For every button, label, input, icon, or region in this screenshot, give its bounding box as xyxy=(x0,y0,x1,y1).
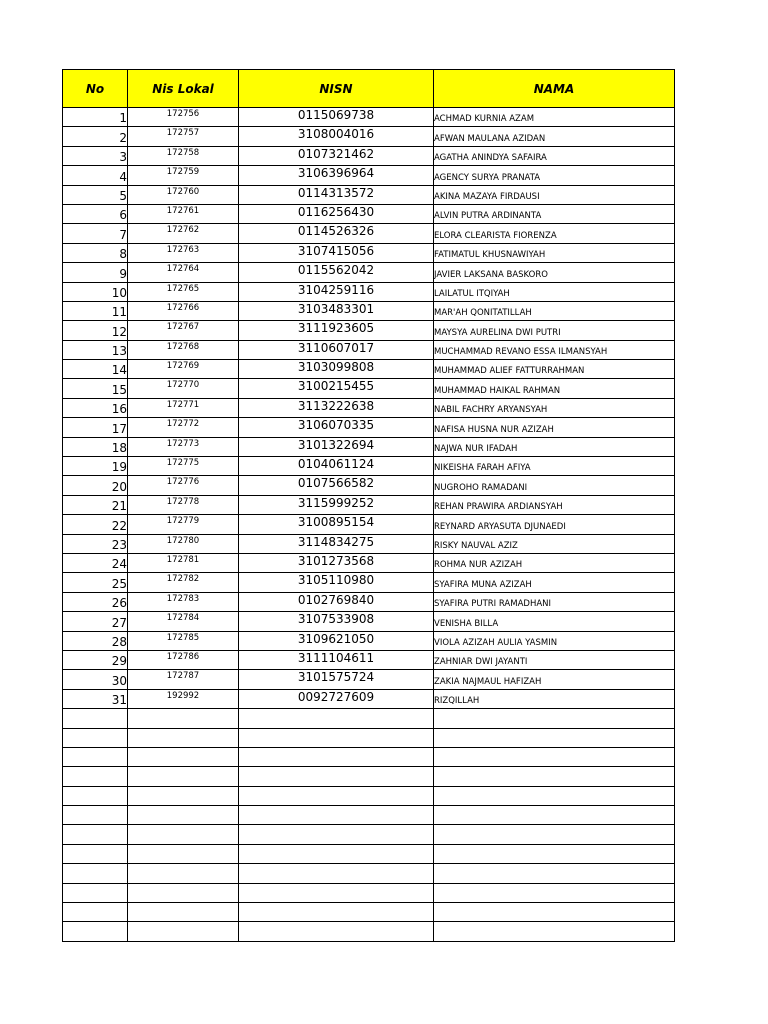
table-row xyxy=(63,728,675,747)
cell-nama[interactable]: NAJWA NUR IFADAH xyxy=(434,437,675,456)
cell-nisn[interactable]: 3104259116 xyxy=(239,282,434,301)
cell-nama[interactable]: JAVIER LAKSANA BASKORO xyxy=(434,263,675,282)
cell-no[interactable]: 11 xyxy=(63,301,128,320)
table-row xyxy=(63,573,675,592)
cell-nisn[interactable]: 3114834275 xyxy=(239,534,434,553)
cell-no[interactable] xyxy=(63,786,128,805)
cell-nama[interactable]: NAFISA HUSNA NUR AZIZAH xyxy=(434,418,675,437)
cell-no[interactable]: 22 xyxy=(63,515,128,534)
cell-nis-lokal[interactable]: 172784 xyxy=(128,612,239,631)
cell-nis-lokal[interactable]: 172758 xyxy=(128,146,239,165)
table-row xyxy=(63,903,675,922)
cell-nama[interactable]: NUGROHO RAMADANI xyxy=(434,476,675,495)
cell-nama[interactable]: AGATHA ANINDYA SAFAIRA xyxy=(434,146,675,165)
cell-nis-lokal[interactable]: 172778 xyxy=(128,495,239,514)
cell-nama[interactable]: SYAFIRA MUNA AZIZAH xyxy=(434,573,675,592)
table-row xyxy=(63,204,675,223)
cell-nis-lokal[interactable]: 172757 xyxy=(128,127,239,146)
cell-nis-lokal[interactable]: 172779 xyxy=(128,515,239,534)
cell-nama[interactable]: LAILATUL ITQIYAH xyxy=(434,282,675,301)
cell-nisn[interactable]: 3111923605 xyxy=(239,321,434,340)
cell-nisn[interactable]: 0115562042 xyxy=(239,263,434,282)
table-row xyxy=(63,166,675,185)
cell-no[interactable]: 23 xyxy=(63,534,128,553)
table-row xyxy=(63,592,675,611)
cell-nisn[interactable]: 0102769840 xyxy=(239,592,434,611)
cell-nis-lokal[interactable] xyxy=(128,709,239,728)
cell-nisn[interactable]: 3101575724 xyxy=(239,670,434,689)
cell-no[interactable]: 26 xyxy=(63,592,128,611)
cell-nisn[interactable]: 3106396964 xyxy=(239,166,434,185)
table-row xyxy=(63,844,675,863)
cell-no[interactable]: 18 xyxy=(63,437,128,456)
cell-nis-lokal[interactable]: 172766 xyxy=(128,301,239,320)
cell-nisn[interactable] xyxy=(239,864,434,883)
cell-nisn[interactable]: 3103099808 xyxy=(239,360,434,379)
cell-nis-lokal[interactable]: 192992 xyxy=(128,689,239,708)
cell-nama[interactable]: ZAKIA NAJMAUL HAFIZAH xyxy=(434,670,675,689)
cell-nisn[interactable]: 3105110980 xyxy=(239,573,434,592)
cell-nisn[interactable] xyxy=(239,922,434,941)
table-header xyxy=(63,70,675,108)
cell-no[interactable]: 19 xyxy=(63,457,128,476)
cell-nisn[interactable]: 3103483301 xyxy=(239,301,434,320)
cell-nama[interactable] xyxy=(434,864,675,883)
cell-nis-lokal[interactable]: 172787 xyxy=(128,670,239,689)
table-row xyxy=(63,534,675,553)
header-row xyxy=(63,70,675,108)
cell-no[interactable] xyxy=(63,806,128,825)
cell-nisn[interactable]: 3109621050 xyxy=(239,631,434,650)
cell-nama[interactable]: NIKEISHA FARAH AFIYA xyxy=(434,457,675,476)
table-row xyxy=(63,146,675,165)
cell-no[interactable]: 27 xyxy=(63,612,128,631)
table-row xyxy=(63,553,675,572)
cell-nis-lokal[interactable] xyxy=(128,806,239,825)
header-nisn[interactable]: NISN xyxy=(239,70,434,108)
table-row xyxy=(63,922,675,941)
cell-no[interactable] xyxy=(63,883,128,902)
cell-no[interactable] xyxy=(63,864,128,883)
cell-nis-lokal[interactable]: 172781 xyxy=(128,553,239,572)
cell-no[interactable]: 13 xyxy=(63,340,128,359)
cell-nama[interactable] xyxy=(434,806,675,825)
cell-no[interactable]: 1 xyxy=(63,108,128,127)
cell-nisn[interactable]: 3100215455 xyxy=(239,379,434,398)
cell-nisn[interactable]: 3111104611 xyxy=(239,650,434,669)
cell-nis-lokal[interactable] xyxy=(128,922,239,941)
cell-nis-lokal[interactable] xyxy=(128,844,239,863)
cell-nis-lokal[interactable]: 172782 xyxy=(128,573,239,592)
table-row xyxy=(63,806,675,825)
cell-nisn[interactable] xyxy=(239,709,434,728)
cell-nis-lokal[interactable]: 172786 xyxy=(128,650,239,669)
cell-nis-lokal[interactable]: 172776 xyxy=(128,476,239,495)
cell-nis-lokal[interactable]: 172767 xyxy=(128,321,239,340)
cell-nisn[interactable] xyxy=(239,728,434,747)
cell-nis-lokal[interactable] xyxy=(128,747,239,766)
cell-nisn[interactable]: 3101273568 xyxy=(239,553,434,572)
cell-nis-lokal[interactable] xyxy=(128,883,239,902)
cell-no[interactable] xyxy=(63,767,128,786)
cell-nisn[interactable]: 3107533908 xyxy=(239,612,434,631)
table-row xyxy=(63,515,675,534)
header-no[interactable]: No xyxy=(63,70,128,108)
cell-no[interactable]: 21 xyxy=(63,495,128,514)
cell-no[interactable]: 4 xyxy=(63,166,128,185)
table-row xyxy=(63,786,675,805)
cell-no[interactable] xyxy=(63,728,128,747)
cell-nisn[interactable]: 3107415056 xyxy=(239,243,434,262)
cell-nis-lokal[interactable]: 172763 xyxy=(128,243,239,262)
table-row xyxy=(63,340,675,359)
table-row xyxy=(63,670,675,689)
cell-nisn[interactable]: 3110607017 xyxy=(239,340,434,359)
cell-nama[interactable]: ELORA CLEARISTA FIORENZA xyxy=(434,224,675,243)
cell-nis-lokal[interactable]: 172772 xyxy=(128,418,239,437)
cell-nis-lokal[interactable] xyxy=(128,786,239,805)
cell-no[interactable]: 15 xyxy=(63,379,128,398)
cell-nis-lokal[interactable]: 172759 xyxy=(128,166,239,185)
table-row xyxy=(63,650,675,669)
cell-no[interactable]: 9 xyxy=(63,263,128,282)
table-row xyxy=(63,612,675,631)
cell-no[interactable] xyxy=(63,903,128,922)
cell-nama[interactable]: MAR'AH QONITATILLAH xyxy=(434,301,675,320)
table-row xyxy=(63,282,675,301)
cell-nisn[interactable] xyxy=(239,767,434,786)
cell-nis-lokal[interactable]: 172770 xyxy=(128,379,239,398)
cell-no[interactable]: 2 xyxy=(63,127,128,146)
table-body xyxy=(63,108,675,942)
header-nama[interactable]: NAMA xyxy=(434,70,675,108)
cell-no[interactable]: 24 xyxy=(63,553,128,572)
cell-nisn[interactable]: 0104061124 xyxy=(239,457,434,476)
cell-nama[interactable]: MAYSYA AURELINA DWI PUTRI xyxy=(434,321,675,340)
cell-nama[interactable]: ZAHNIAR DWI JAYANTI xyxy=(434,650,675,669)
cell-nis-lokal[interactable]: 172764 xyxy=(128,263,239,282)
cell-no[interactable]: 31 xyxy=(63,689,128,708)
cell-nama[interactable]: NABIL FACHRY ARYANSYAH xyxy=(434,398,675,417)
cell-nisn[interactable]: 0116256430 xyxy=(239,204,434,223)
cell-nis-lokal[interactable]: 172768 xyxy=(128,340,239,359)
cell-nama[interactable] xyxy=(434,728,675,747)
cell-nis-lokal[interactable] xyxy=(128,864,239,883)
cell-nama[interactable]: AKINA MAZAYA FIRDAUSI xyxy=(434,185,675,204)
cell-nisn[interactable]: 0114313572 xyxy=(239,185,434,204)
cell-nama[interactable] xyxy=(434,883,675,902)
cell-nama[interactable]: MUHAMMAD ALIEF FATTURRAHMAN xyxy=(434,360,675,379)
header-nis-lokal[interactable]: Nis Lokal xyxy=(128,70,239,108)
cell-nama[interactable]: ALVIN PUTRA ARDINANTA xyxy=(434,204,675,223)
cell-nama[interactable] xyxy=(434,747,675,766)
cell-no[interactable]: 16 xyxy=(63,398,128,417)
cell-nama[interactable]: MUCHAMMAD REVANO ESSA ILMANSYAH xyxy=(434,340,675,359)
table-row xyxy=(63,321,675,340)
table-row xyxy=(63,457,675,476)
table-row xyxy=(63,495,675,514)
cell-nama[interactable] xyxy=(434,844,675,863)
cell-nama[interactable] xyxy=(434,709,675,728)
cell-nisn[interactable] xyxy=(239,825,434,844)
cell-nama[interactable]: ACHMAD KURNIA AZAM xyxy=(434,108,675,127)
table-row xyxy=(63,185,675,204)
cell-nisn[interactable] xyxy=(239,806,434,825)
cell-nisn[interactable]: 0107566582 xyxy=(239,476,434,495)
cell-nis-lokal[interactable]: 172769 xyxy=(128,360,239,379)
cell-nama[interactable]: VENISHA BILLA xyxy=(434,612,675,631)
cell-no[interactable] xyxy=(63,747,128,766)
table-row xyxy=(63,243,675,262)
cell-nama[interactable]: SYAFIRA PUTRI RAMADHANI xyxy=(434,592,675,611)
cell-nis-lokal[interactable]: 172775 xyxy=(128,457,239,476)
cell-nama[interactable] xyxy=(434,786,675,805)
cell-nisn[interactable]: 0115069738 xyxy=(239,108,434,127)
cell-no[interactable] xyxy=(63,844,128,863)
cell-no[interactable]: 20 xyxy=(63,476,128,495)
table-row xyxy=(63,709,675,728)
cell-nama[interactable]: FATIMATUL KHUSNAWIYAH xyxy=(434,243,675,262)
cell-nisn[interactable]: 3113222638 xyxy=(239,398,434,417)
cell-nisn[interactable] xyxy=(239,903,434,922)
cell-no[interactable]: 14 xyxy=(63,360,128,379)
cell-nisn[interactable] xyxy=(239,786,434,805)
cell-nama[interactable]: AGENCY SURYA PRANATA xyxy=(434,166,675,185)
cell-no[interactable]: 3 xyxy=(63,146,128,165)
cell-nis-lokal[interactable]: 172756 xyxy=(128,108,239,127)
cell-nis-lokal[interactable]: 172785 xyxy=(128,631,239,650)
cell-no[interactable]: 29 xyxy=(63,650,128,669)
cell-nisn[interactable]: 3100895154 xyxy=(239,515,434,534)
student-table xyxy=(62,69,675,942)
table-row xyxy=(63,631,675,650)
cell-nisn[interactable] xyxy=(239,883,434,902)
cell-no[interactable]: 28 xyxy=(63,631,128,650)
cell-no[interactable]: 12 xyxy=(63,321,128,340)
cell-nisn[interactable]: 3115999252 xyxy=(239,495,434,514)
cell-nis-lokal[interactable]: 172783 xyxy=(128,592,239,611)
cell-nis-lokal[interactable] xyxy=(128,903,239,922)
cell-no[interactable]: 5 xyxy=(63,185,128,204)
cell-nis-lokal[interactable]: 172760 xyxy=(128,185,239,204)
cell-nisn[interactable] xyxy=(239,844,434,863)
cell-no[interactable] xyxy=(63,825,128,844)
cell-no[interactable]: 30 xyxy=(63,670,128,689)
cell-nama[interactable]: REHAN PRAWIRA ARDIANSYAH xyxy=(434,495,675,514)
cell-nisn[interactable]: 3106070335 xyxy=(239,418,434,437)
cell-no[interactable]: 8 xyxy=(63,243,128,262)
table-row xyxy=(63,747,675,766)
cell-nis-lokal[interactable]: 172762 xyxy=(128,224,239,243)
cell-nama[interactable]: VIOLA AZIZAH AULIA YASMIN xyxy=(434,631,675,650)
cell-nis-lokal[interactable]: 172773 xyxy=(128,437,239,456)
cell-no[interactable]: 25 xyxy=(63,573,128,592)
table-row xyxy=(63,127,675,146)
table-row xyxy=(63,301,675,320)
cell-no[interactable]: 6 xyxy=(63,204,128,223)
table-row xyxy=(63,767,675,786)
cell-nama[interactable]: ROHMA NUR AZIZAH xyxy=(434,553,675,572)
cell-nama[interactable] xyxy=(434,825,675,844)
cell-no[interactable]: 17 xyxy=(63,418,128,437)
cell-no[interactable] xyxy=(63,709,128,728)
table-row xyxy=(63,263,675,282)
cell-no[interactable]: 10 xyxy=(63,282,128,301)
table-row xyxy=(63,418,675,437)
cell-nama[interactable]: MUHAMMAD HAIKAL RAHMAN xyxy=(434,379,675,398)
table-row xyxy=(63,883,675,902)
table-row xyxy=(63,476,675,495)
cell-nis-lokal[interactable] xyxy=(128,825,239,844)
cell-nis-lokal[interactable]: 172761 xyxy=(128,204,239,223)
table-row xyxy=(63,864,675,883)
cell-nama[interactable]: RIZQILLAH xyxy=(434,689,675,708)
cell-nisn[interactable]: 0092727609 xyxy=(239,689,434,708)
cell-nis-lokal[interactable]: 172765 xyxy=(128,282,239,301)
cell-no[interactable]: 7 xyxy=(63,224,128,243)
cell-nama[interactable] xyxy=(434,903,675,922)
cell-nisn[interactable]: 0114526326 xyxy=(239,224,434,243)
cell-nama[interactable]: AFWAN MAULANA AZIDAN xyxy=(434,127,675,146)
table-row xyxy=(63,437,675,456)
cell-nisn[interactable]: 3108004016 xyxy=(239,127,434,146)
cell-nis-lokal[interactable]: 172771 xyxy=(128,398,239,417)
table-row xyxy=(63,360,675,379)
table-row xyxy=(63,379,675,398)
cell-nisn[interactable]: 3101322694 xyxy=(239,437,434,456)
cell-nama[interactable] xyxy=(434,922,675,941)
table-row xyxy=(63,224,675,243)
cell-nis-lokal[interactable] xyxy=(128,767,239,786)
cell-nama[interactable]: REYNARD ARYASUTA DJUNAEDI xyxy=(434,515,675,534)
cell-nis-lokal[interactable] xyxy=(128,728,239,747)
table-row xyxy=(63,825,675,844)
table-row xyxy=(63,689,675,708)
cell-nama[interactable] xyxy=(434,767,675,786)
cell-nis-lokal[interactable]: 172780 xyxy=(128,534,239,553)
table-row xyxy=(63,398,675,417)
cell-nisn[interactable] xyxy=(239,747,434,766)
cell-no[interactable] xyxy=(63,922,128,941)
cell-nama[interactable]: RISKY NAUVAL AZIZ xyxy=(434,534,675,553)
table-row xyxy=(63,108,675,127)
cell-nisn[interactable]: 0107321462 xyxy=(239,146,434,165)
